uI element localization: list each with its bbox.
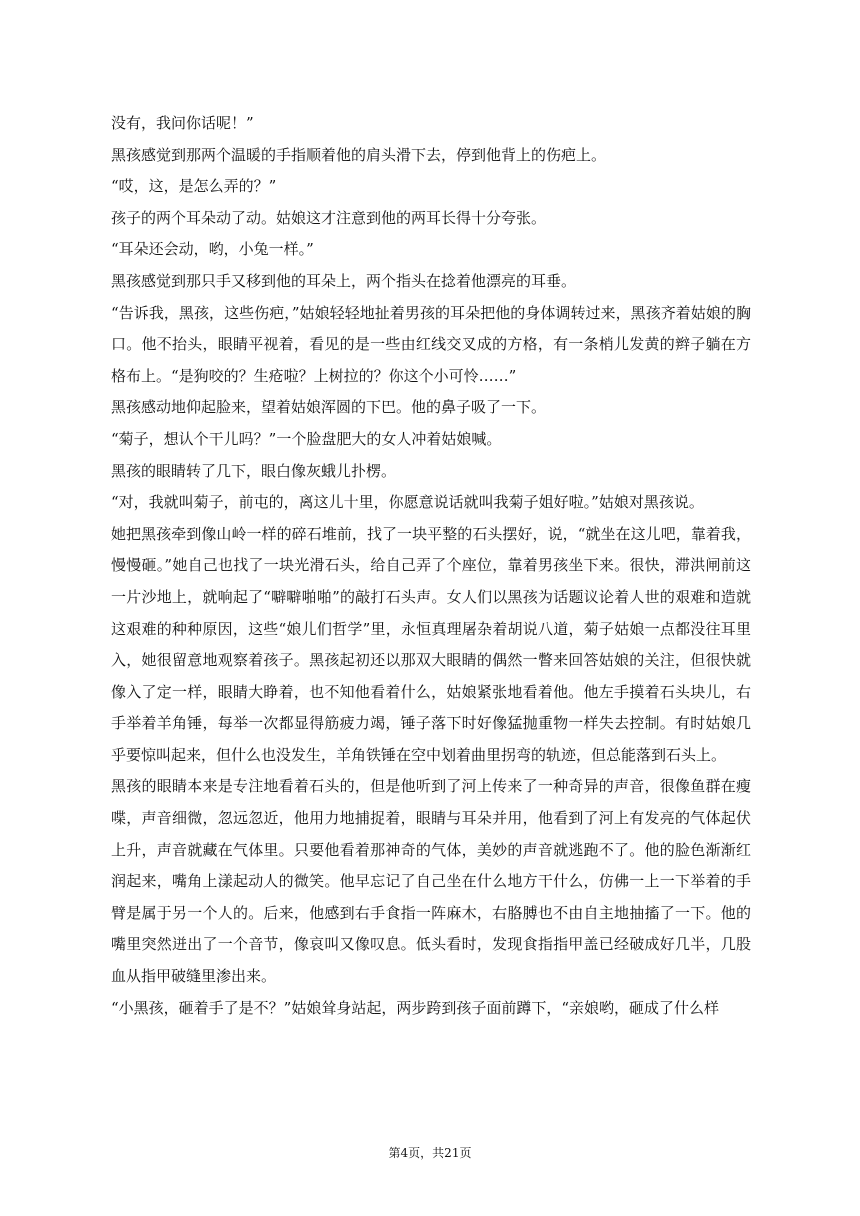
paragraph: “对，我就叫菊子，前屯的，离这儿十里，你愿意说话就叫我菊子姐好啦。”姑娘对黑孩说。 <box>111 493 704 512</box>
paragraph: “小黑孩，砸着手了是不？”姑娘耸身站起，两步跨到孩子面前蹲下，“亲娘哟，砸成了什么样 <box>111 998 720 1017</box>
paragraph: 黑孩感觉到那两个温暖的手指顺着他的肩头滑下去，停到他背上的伤疤上。 <box>111 145 607 164</box>
page-number-footer: 第4页，共21页 <box>388 1146 472 1160</box>
body-text <box>111 108 751 1024</box>
paragraph: 孩子的两个耳朵动了动。姑娘这才注意到他的两耳长得十分夸张。 <box>111 208 547 227</box>
paragraph: “耳朵还会动，哟，小兔一样。” <box>111 240 314 259</box>
paragraph: 她把黑孩牵到像山岭一样的碎石堆前，找了一块平整的石头摆好，说，“就坐在这儿吧，靠着我，慢慢砸。”她自己也找了一块光滑石头，给自己弄了个座位，靠着男孩坐下来。很快，滞洪闸前这一片沙地上，就响起了“噼噼啪啪”的敲打石头声。女人们以黑孩为话题议论着人世的艰难和造就这艰难的种种原因，这些“娘儿们哲学”里，永恒真理屠杂着胡说八道，菊子姑娘一点都没往耳里入，她很留意地观察着孩子。黑孩起初还以那双大眼睛的偶然一瞥来回答姑娘的关注，但很快就像入了定一样，眼睛大睁着，也不知他看着什么，姑娘紧张地看着他。他左手摸着石头块儿，右手举着羊角锤，每举一次都显得筋疲力竭，锤子落下时好像猛抛重物一样失去控制。有时姑娘几乎要惊叫起来，但什么也没发生，羊角铁锤在空中划着曲里拐弯的轨迹，但总能落到石头上。 <box>111 524 751 764</box>
paragraph: 黑孩的眼睛本来是专注地看着石头的，但是他听到了河上传来了一种奇异的声音，很像鱼群在瘦喋，声音细微，忽远忽近，他用力地捕捉着，眼睛与耳朵并用，他看到了河上有发亮的气体起伏上升，声音就藏在气体里。只要他看着那神奇的气体，美妙的声音就逃跑不了。他的脸色渐渐红润起来，嘴角上漾起动人的微笑。他早忘记了自己坐在什么地方干什么，仿佛一上一下举着的手臂是属于另一个人的。后来，他感到右手食指一阵麻木，右胳膊也不由自主地抽搐了一下。他的嘴里突然迸出了一个音节，像哀叫又像叹息。低头看时，发现食指指甲盖已经破成好几半，几股血从指甲破缝里渗出来。 <box>111 777 751 986</box>
paragraph: 黑孩的眼睛转了几下，眼白像灰蛾儿扑楞。 <box>111 461 397 480</box>
paragraph: 黑孩感觉到那只手又移到他的耳朵上，两个指头在捻着他漂亮的耳垂。 <box>111 271 577 290</box>
paragraph: “告诉我，黑孩，这些伤疤，”姑娘轻轻地扯着男孩的耳朵把他的身体调转过来，黑孩齐着姑娘的胸口。他不抬头，眼睛平视着，看见的是一些由红线交叉成的方格，有一条梢儿发黄的辫子躺在方格布上。“是狗咬的？生疮啦？上树拉的？你这个小可怜……” <box>111 303 751 385</box>
paragraph: 没有，我问你话呢！” <box>111 114 254 132</box>
paragraph: “哎，这，是怎么弄的？” <box>111 177 277 196</box>
paragraph: 黑孩感动地仰起脸来，望着姑娘浑圆的下巴。他的鼻子吸了一下。 <box>111 398 547 417</box>
paragraph: “菊子，想认个干儿吗？”一个脸盘肥大的女人冲着姑娘喊。 <box>111 429 502 448</box>
